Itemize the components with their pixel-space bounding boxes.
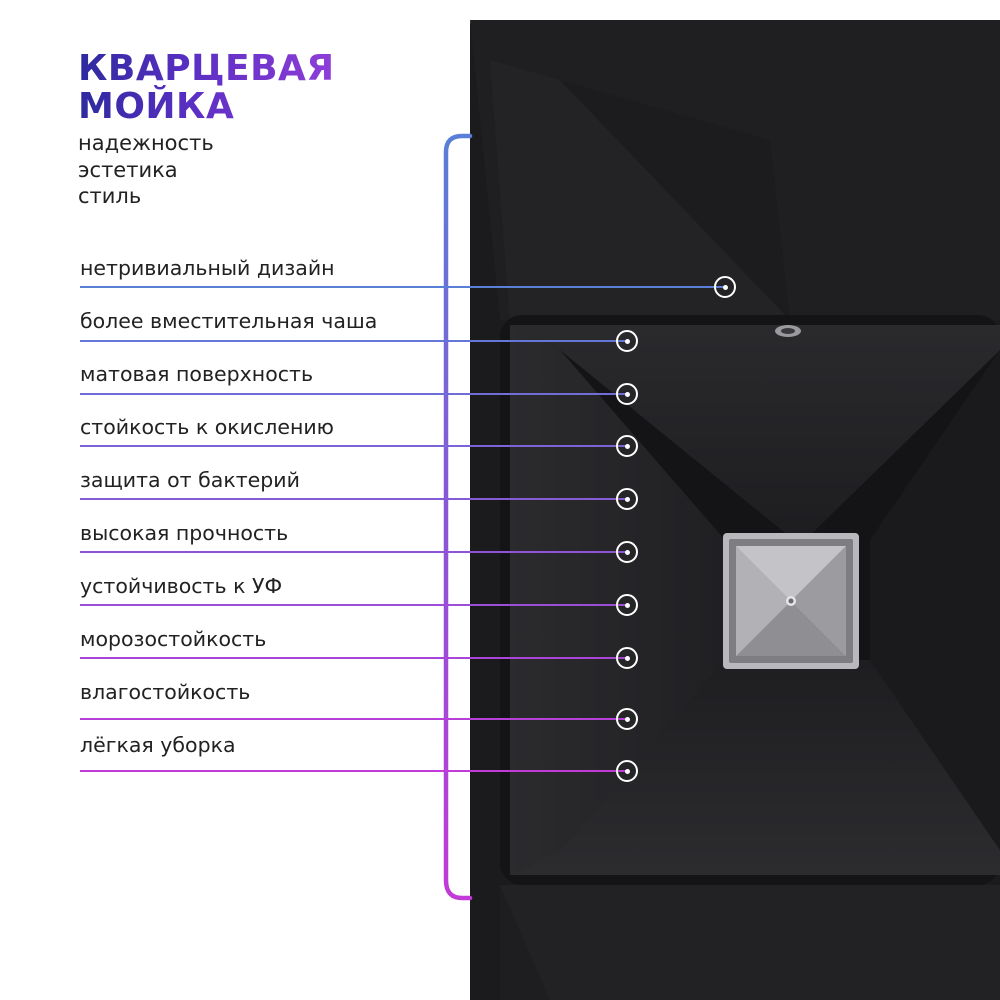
target-marker-icon: [616, 330, 638, 352]
target-marker-icon: [616, 383, 638, 405]
feature-label: высокая прочность: [80, 521, 289, 545]
title-line-1: КВАРЦЕВАЯ: [78, 48, 335, 89]
target-marker-icon: [616, 435, 638, 457]
feature-line: [80, 498, 627, 500]
feature-line: [80, 770, 627, 772]
feature-label: влагостойкость: [80, 680, 251, 704]
feature-label: лёгкая уборка: [80, 733, 236, 757]
feature-line: [80, 604, 627, 606]
feature-label: матовая поверхность: [80, 362, 314, 386]
feature-label: более вместительная чаша: [80, 309, 378, 333]
feature-line: [80, 718, 627, 720]
feature-label: морозостойкость: [80, 627, 267, 651]
feature-label: стойкость к окислению: [80, 415, 334, 439]
feature-line: [80, 445, 627, 447]
target-marker-icon: [616, 760, 638, 782]
feature-line: [80, 393, 627, 395]
feature-line: [80, 286, 725, 288]
feature-label: защита от бактерий: [80, 468, 300, 492]
title-line-2: МОЙКА: [78, 86, 235, 127]
feature-label: устойчивость к УФ: [80, 574, 283, 598]
subtitle-item: стиль: [78, 184, 142, 208]
target-marker-icon: [616, 488, 638, 510]
target-marker-icon: [616, 647, 638, 669]
subtitle-item: эстетика: [78, 157, 178, 182]
subtitle-item: надежность: [78, 131, 214, 155]
feature-line: [80, 340, 627, 342]
target-marker-icon: [714, 276, 736, 298]
target-marker-icon: [616, 594, 638, 616]
target-marker-icon: [616, 541, 638, 563]
feature-line: [80, 551, 627, 553]
feature-label: нетривиальный дизайн: [80, 256, 335, 280]
feature-line: [80, 657, 627, 659]
target-marker-icon: [616, 708, 638, 730]
